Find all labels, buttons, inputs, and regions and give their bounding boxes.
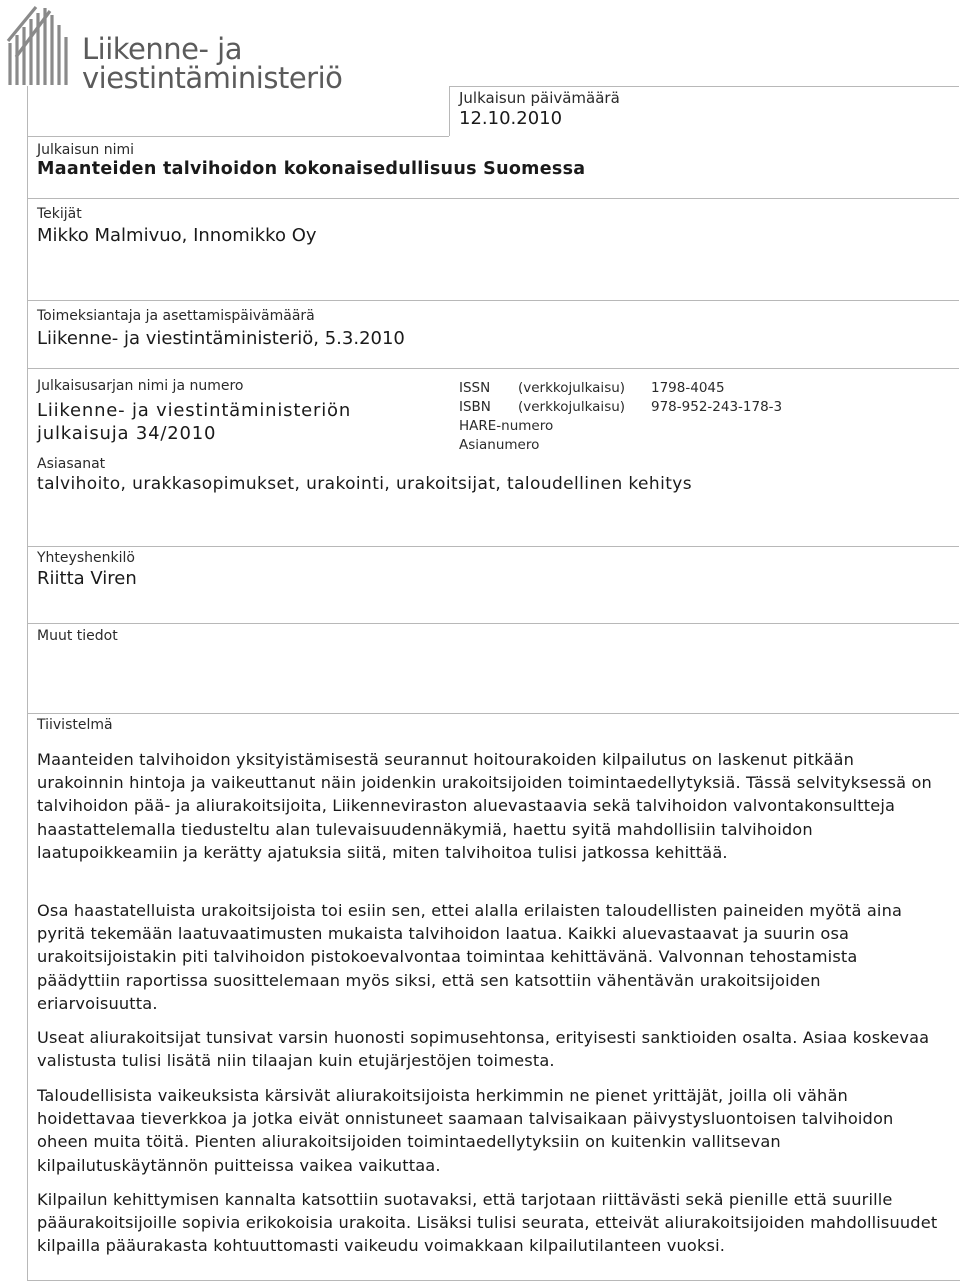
ministry-name-logo: Liikenne- ja viestintäministeriö: [82, 32, 343, 95]
commissioner-label: Toimeksiantaja ja asettamispäivämäärä: [37, 308, 315, 324]
series-value-line1: Liikenne- ja viestintäministeriön: [37, 400, 352, 421]
publication-name-value: Maanteiden talvihoidon kokonaisedullisuus Suomessa: [37, 159, 586, 179]
abstract-paragraph: Taloudellisista vaikeuksista kärsivät aliurakoitsijoista herkimmin ne pienet yrittäjät, joilla oli vähän hoidettavaa tieverkkoa ja jotka eivät onnistuneet saamaan talvisaikaan päivystysluontoisen talvihoidon oheen muita töitä. Pienten aliurakoitsijoiden toimintaedellytyksiin on kuitenkin vallitsevan kilpailutuskäytännön puitteissa vaikea vaikuttaa.: [37, 1086, 894, 1175]
commissioner-value: Liikenne- ja viestintäministeriö, 5.3.2010: [37, 328, 405, 349]
series-label: Julkaisusarjan nimi ja numero: [37, 378, 244, 394]
issn-label: ISSN: [459, 380, 491, 396]
ministry-emblem-icon: [6, 5, 76, 90]
divider: [27, 546, 959, 547]
abstract-paragraph: Maanteiden talvihoidon yksityistämisestä seurannut hoitourakoiden kilpailutus on laskenut pitkään urakoinnin hintoja ja vaikeuttanut näin joidenkin urakoitsijoiden toimintaedellytyksiä. Tässä selvityksessä on talvihoidon pää- ja aliurakoitsijoita, Liikenneviraston aluevastaavia sekä talvihoidon valvontakonsultteja haastattelemalla tiedusteltu alan tulevaisuudennäkymiä, haettu syitä mahdollisiin talvihoidon laatupoikkeamiin ja kerätty ajatuksia siitä, miten talvihoitoa tulisi jatkossa kehittää.: [37, 750, 932, 862]
divider: [449, 86, 959, 87]
divider: [27, 136, 449, 137]
contact-label: Yhteyshenkilö: [37, 550, 135, 566]
divider: [449, 86, 450, 136]
ministry-logo: [6, 5, 346, 95]
authors-label: Tekijät: [37, 206, 82, 222]
authors-value: Mikko Malmivuo, Innomikko Oy: [37, 225, 317, 246]
divider: [27, 300, 959, 301]
divider: [27, 368, 959, 369]
divider: [27, 623, 959, 624]
abstract-label: Tiivistelmä: [37, 717, 113, 733]
issn-type: (verkkojulkaisu): [518, 380, 626, 396]
divider: [27, 713, 959, 714]
contact-value: Riitta Viren: [37, 568, 137, 589]
abstract-paragraph: Useat aliurakoitsijat tunsivat varsin huonosti sopimusehtonsa, erityisesti sanktioiden osalta. Asiaa koskevaa valistusta tulisi lisätä niin tilaajan kuin etujärjestöjen toimesta.: [37, 1028, 930, 1071]
abstract-paragraph: Osa haastatelluista urakoitsijoista toi esiin sen, ettei alalla erilaisten taloudellisten paineiden myötä aina pyritä tekemään laatuvaatimusten mukaista talvihoidon laatua. Kaikki aluevastaavat ja suurin osa urakoitsijoistakin piti talvihoidon pistokoevalvontaa toimintaa kehittävänä. Valvonnan tehostamista päädyttiin raportissa suosittelemaan myös siksi, että sen katsottiin vähentävän urakoitsijoiden eriarvoisuutta.: [37, 901, 903, 1013]
abstract-paragraph: Kilpailun kehittymisen kannalta katsottiin suotavaksi, että tarjotaan riittävästi sekä pienille että suurille pääurakoitsijoille sopivia erikokoisia urakoita. Lisäksi tulisi seurata, etteivät aliurakoitsijoiden mahdollisuudet kilpailla pääurakasta kohtuuttomasti vaikeudu voimakkaan kilpailutilanteen vuoksi.: [37, 1190, 938, 1256]
publication-date-label: Julkaisun päivämäärä: [459, 89, 620, 107]
isbn-type: (verkkojulkaisu): [518, 399, 626, 415]
isbn-value: 978-952-243-178-3: [651, 399, 783, 415]
divider: [27, 198, 959, 199]
keywords-value: talvihoito, urakkasopimukset, urakointi, urakoitsijat, taloudellinen kehitys: [37, 474, 693, 494]
publication-name-label: Julkaisun nimi: [37, 142, 135, 158]
hare-number-label: HARE-numero: [459, 418, 554, 434]
isbn-label: ISBN: [459, 399, 491, 415]
publication-date-value: 12.10.2010: [459, 108, 563, 129]
case-number-label: Asianumero: [459, 437, 540, 453]
keywords-label: Asiasanat: [37, 456, 106, 472]
issn-value: 1798-4045: [651, 380, 725, 396]
other-info-label: Muut tiedot: [37, 628, 118, 644]
series-value-line2: julkaisuja 34/2010: [37, 423, 217, 444]
